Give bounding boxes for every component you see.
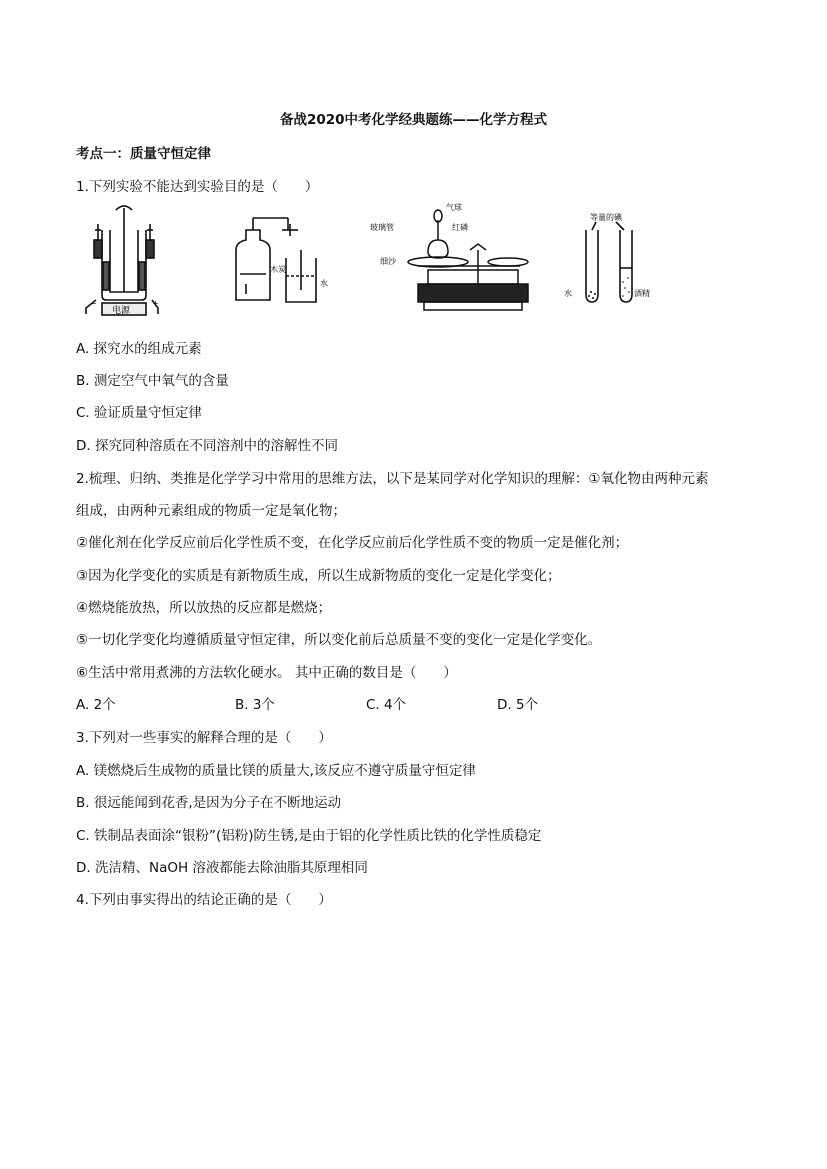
section-heading: 考点一：质量守恒定律 [76, 146, 211, 162]
q2-option-b: B. 3个 [235, 697, 275, 713]
q2-option-d: D. 5个 [497, 697, 539, 713]
document-title: 备战2020中考化学经典题练——化学方程式 [279, 112, 548, 128]
question-2-line-5: ④燃烧能放热，所以放热的反应都是燃烧； [76, 600, 332, 616]
question-3-stem: 3.下列对一些事实的解释合理的是（ ） [76, 730, 332, 746]
electrolysis-apparatus-figure [82, 200, 162, 318]
question-4-stem: 4.下列由事实得出的结论正确的是（ ） [76, 892, 332, 908]
balance-apparatus-figure [370, 200, 530, 320]
svg-text:−: − [90, 299, 97, 308]
q3-option-a: A. 镁燃烧后生成物的质量比镁的质量大,该反应不遵守质量守恒定律 [76, 763, 476, 779]
q3-option-b: B. 很远能闻到花香,是因为分子在不断地运动 [76, 795, 342, 811]
q2-option-c: C. 4个 [366, 697, 407, 713]
fig1-label: 电源 [112, 306, 131, 316]
oxygen-content-apparatus-figure [226, 214, 341, 306]
fig3-sand-label: 细沙 [380, 257, 396, 266]
q2-option-a: A. 2个 [76, 697, 116, 713]
fig2-water-label: 水 [320, 279, 328, 288]
fig4-alcohol-label: 酒精 [634, 289, 650, 298]
fig3-phosphorus-label: 红磷 [452, 223, 468, 232]
fig4-iodine-label: 等量的碘 [590, 213, 622, 222]
fig3-balloon-label: 气球 [446, 203, 462, 212]
question-2-line-1: 2.梳理、归纳、类推是化学学习中常用的思维方法，以下是某同学对化学知识的理解：①氧化物由两种元素 [76, 471, 709, 487]
q3-option-c: C. 铁制品表面涂“银粉”(铝粉)防生锈,是由于铝的化学性质比铁的化学性质稳定 [76, 828, 542, 844]
question-2-line-2: 组成，由两种元素组成的物质一定是氧化物； [76, 503, 346, 519]
fig3-tube-label: 玻璃管 [370, 223, 394, 232]
q1-option-a: A. 探究水的组成元素 [76, 341, 202, 357]
q1-option-d: D. 探究同种溶质在不同溶剂中的溶解性不同 [76, 438, 338, 454]
solubility-test-figure [560, 212, 660, 308]
fig4-water-label: 水 [564, 289, 572, 298]
q1-option-c: C. 验证质量守恒定律 [76, 405, 203, 421]
question-2-line-7: ⑥生活中常用煮沸的方法软化硬水。 其中正确的数目是（ ） [76, 665, 457, 681]
q3-option-d: D. 洗洁精、NaOH 溶液都能去除油脂其原理相同 [76, 860, 368, 876]
q1-option-b: B. 测定空气中氧气的含量 [76, 373, 229, 389]
fig2-charcoal-label: 木炭 [270, 265, 286, 274]
question-2-line-4: ③因为化学变化的实质是有新物质生成，所以生成新物质的变化一定是化学变化； [76, 568, 561, 584]
question-1-stem: 1.下列实验不能达到实验目的是（ ） [76, 179, 319, 195]
question-2-line-3: ②催化剂在化学反应前后化学性质不变，在化学反应前后化学性质不变的物质一定是催化剂； [76, 535, 629, 551]
question-2-line-6: ⑤一切化学变化均遵循质量守恒定律，所以变化前后总质量不变的变化一定是化学变化。 [76, 632, 602, 648]
svg-text:+: + [152, 299, 159, 308]
